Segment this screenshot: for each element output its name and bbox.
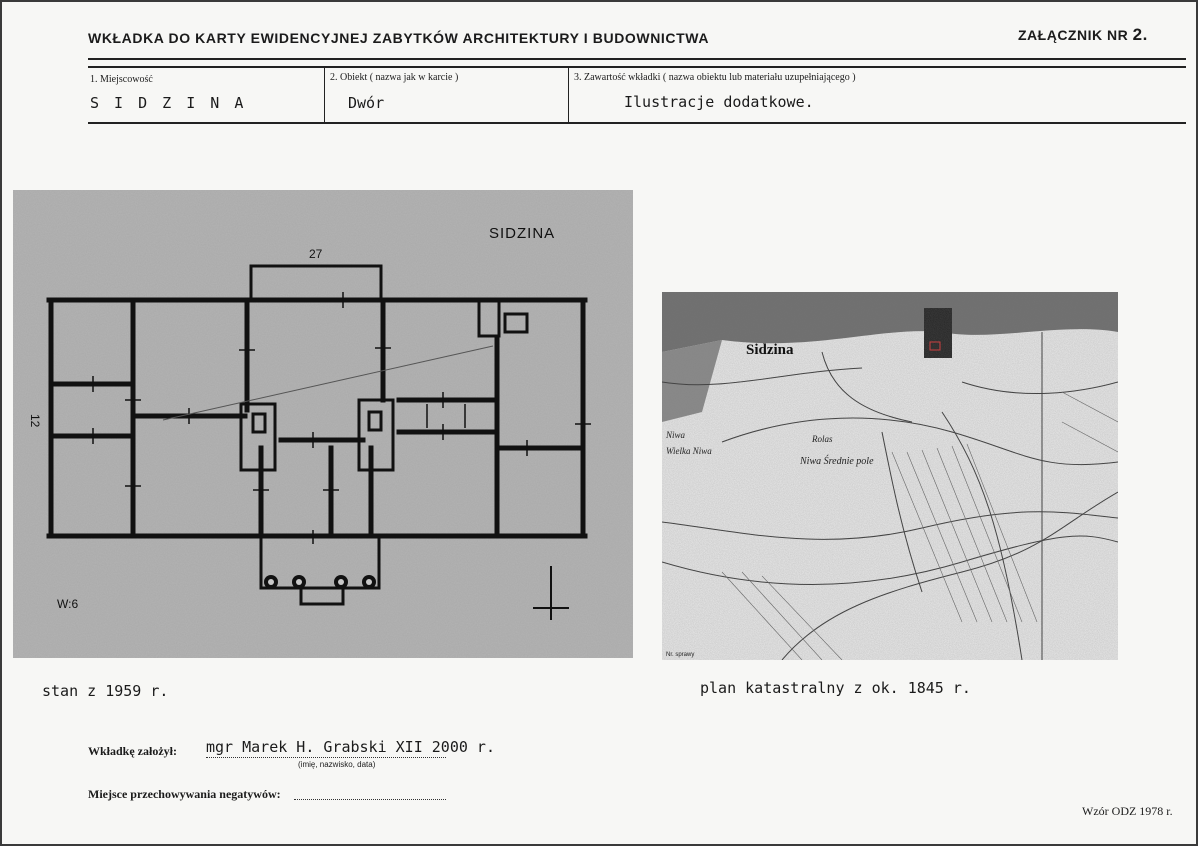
place-value: S I D Z I N A	[90, 94, 247, 112]
form-code: Wzór ODZ 1978 r.	[1082, 804, 1173, 818]
negatives-dotted-line	[294, 799, 446, 800]
author-hint: (imię, nazwisko, data)	[298, 760, 376, 769]
table-bottom-rule	[88, 122, 1186, 124]
floor-plan-photo	[13, 190, 633, 658]
map-label-wielka: Wielka Niwa	[666, 446, 712, 456]
map-village-name: Sidzina	[746, 342, 794, 358]
content-value: Ilustracje dodatkowe.	[624, 93, 814, 111]
annex-label-text: ZAŁĄCZNIK NR	[1018, 27, 1129, 43]
negatives-label: Miejsce przechowywania negatywów:	[88, 787, 281, 801]
table-divider-1	[324, 66, 325, 124]
place-label: 1. Miejscowość	[90, 74, 153, 85]
content-label: 3. Zawartość wkładki ( nazwa obiektu lub materiału uzupełniającego )	[574, 72, 856, 83]
author-label: Wkładkę założył:	[88, 744, 177, 758]
object-label: 2. Obiekt ( nazwa jak w karcie )	[330, 72, 459, 83]
map-label-bottom: Nr. sprawy	[666, 652, 695, 658]
document-title: WKŁADKA DO KARTY EWIDENCYJNEJ ZABYTKÓW ARCHITEKTURY I BUDOWNICTWA	[88, 30, 710, 46]
map-caption: plan katastralny z ok. 1845 r.	[700, 679, 971, 697]
table-top-rule	[88, 66, 1186, 68]
object-value: Dwór	[348, 94, 385, 112]
floor-plan-drawing	[13, 190, 633, 658]
map-label-niwa-left: Niwa	[666, 430, 686, 440]
map-label-rolas: Rolas	[812, 434, 833, 444]
author-dotted-line	[206, 757, 446, 758]
plan-caption: stan z 1959 r.	[42, 682, 169, 700]
cadastral-map-drawing	[662, 292, 1118, 660]
header-rule	[88, 58, 1186, 60]
cadastral-map-photo	[662, 292, 1118, 660]
table-divider-2	[568, 66, 569, 124]
annex-label	[1018, 25, 1148, 45]
annex-number: 2.	[1132, 25, 1148, 44]
plan-dimension-top: 27	[309, 247, 323, 261]
plan-dimension-side: 12	[28, 414, 42, 428]
map-label-niwa: Niwa Średnie pole	[800, 456, 874, 467]
author-value: mgr Marek H. Grabski XII 2000 r.	[206, 738, 495, 756]
document-sheet	[2, 2, 1196, 844]
plan-scale: W:6	[57, 597, 79, 611]
plan-heading: SIDZINA	[489, 225, 556, 242]
